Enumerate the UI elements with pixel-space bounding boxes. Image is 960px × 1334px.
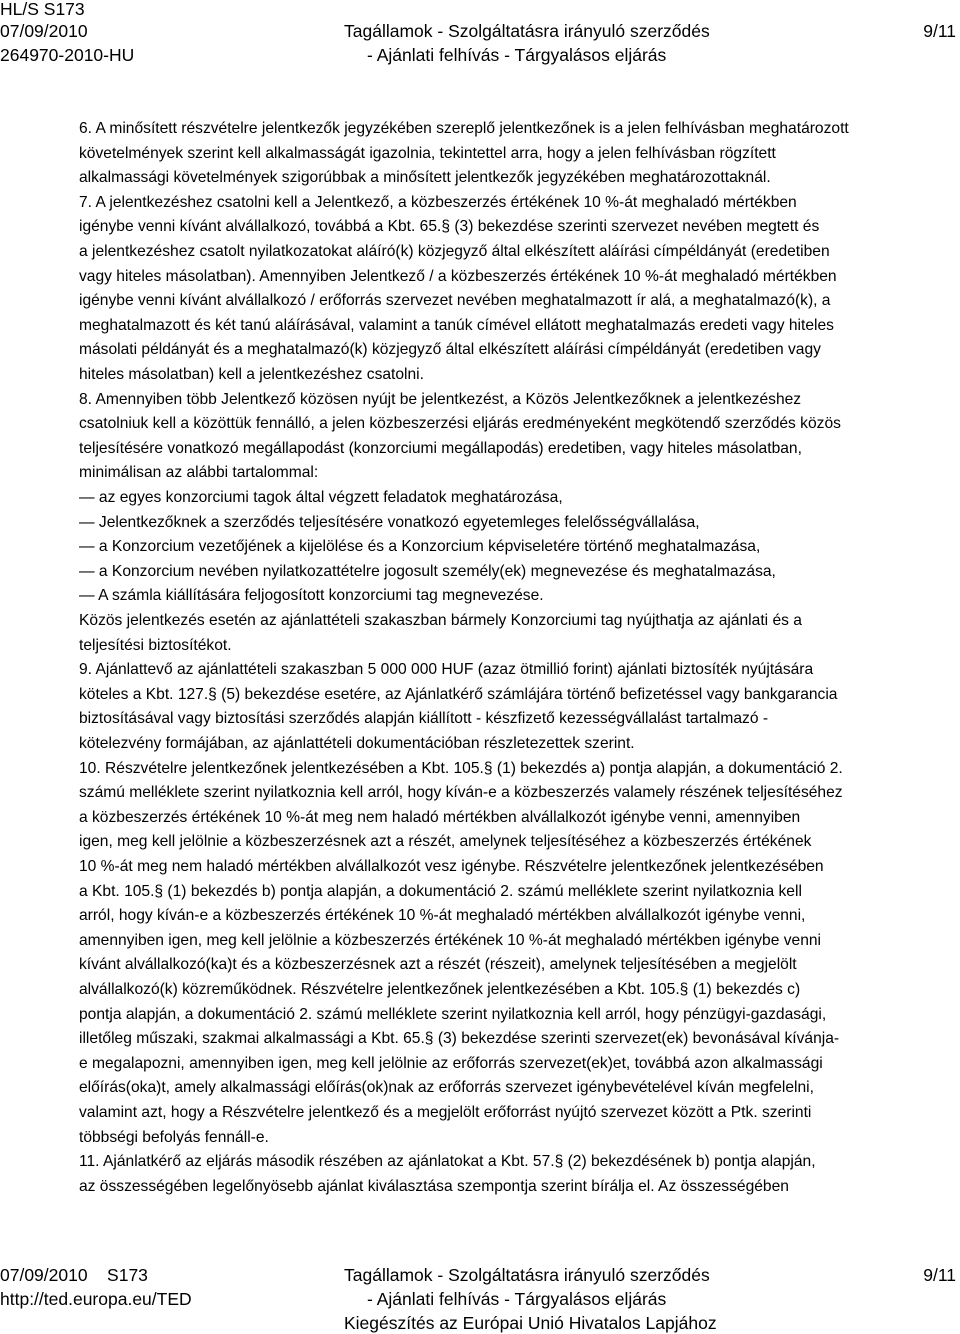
body-text-line: — a Konzorcium vezetőjének a kijelölése és a Konzorcium képviseletére történő meghatalmazása, bbox=[79, 538, 761, 556]
body-text-line: arról, hogy kíván-e a közbeszerzés értékének 10 %-át meghaladó mértékben alvállalkozót igénybe venni, bbox=[79, 907, 806, 925]
body-text-line: előírás(oka)t, amely alkalmassági előírás(ok)nak az erőforrás szervezet igénybevételével kíván megfelelni, bbox=[79, 1079, 814, 1097]
body-text-line: alkalmassági követelmények szigorúbbak a minősített jelentkezők jegyzékében meghatározottaknál. bbox=[79, 169, 771, 187]
body-text-line: hiteles másolatban) kell a jelentkezéshez csatolni. bbox=[79, 366, 424, 383]
body-text-line: igen, meg kell jelölnie a közbeszerzésnek azt a részét, amelynek teljesítéséhez a közbeszerzés értékének bbox=[79, 833, 812, 851]
body-text-line: 10. Részvételre jelentkezőnek jelentkezésében a Kbt. 105.§ (1) bekezdés a) pontja alapján, a dokumentáció 2. bbox=[79, 759, 843, 777]
footer-title: Tagállamok - Szolgáltatásra irányuló szerződés bbox=[344, 1265, 710, 1285]
body-text-line: teljesítésére vonatkozó megállapodást (konzorciumi megállapodás) eredetiben, vagy hiteles másolatban, bbox=[79, 439, 802, 457]
body-text-line: kötelezvény formájában, az ajánlattételi dokumentációban részletezettek szerint. bbox=[79, 735, 635, 752]
body-text-line: 10 %-át meg nem haladó mértékben alvállalkozót vesz igénybe. Részvételre jelentkezőnek jelentkezésében bbox=[79, 858, 824, 875]
body-text-line: a jelentkezéshez csatolt nyilatkozatokat aláíró(k) közjegyző által elkészített aláírási címpéldányát (eredetiben bbox=[79, 243, 830, 260]
body-text-line: a Kbt. 105.§ (1) bekezdés b) pontja alapján, a dokumentáció 2. számú melléklete szerint nyilatkoznia kell bbox=[79, 882, 802, 900]
body-text-line: e megalapozni, amennyiben igen, meg kell jelölnie az erőforrás szervezet(ek)et, továbbá azon alkalmassági bbox=[79, 1054, 823, 1072]
body-text-line: köteles a Kbt. 127.§ (5) bekezdése esetére, az Ajánlatkérő számlájára történő befizetéssel vagy bankgarancia bbox=[79, 685, 838, 703]
footer-subtitle: - Ajánlati felhívás - Tárgyalásos eljárás bbox=[367, 1289, 667, 1309]
body-text-line: pontja alapján, a dokumentáció 2. számú melléklete szerint nyilatkoznia kell arról, hogy pénzügyi-gazdasági, bbox=[79, 1005, 827, 1023]
body-text-line: az összességében legelőnyösebb ajánlat kiválasztása szempontja szerint bírálja el. Az összességében bbox=[79, 1177, 789, 1195]
footer-url: http://ted.europa.eu/TED bbox=[0, 1289, 192, 1309]
header-series: HL/S S173 bbox=[0, 0, 85, 19]
body-text-line: csatolniuk kell a közöttük fennálló, a jelen közbeszerzési eljárás eredményeként megkötendő szerződés közös bbox=[79, 415, 841, 433]
body-text-line: igénybe venni kívánt alvállalkozó / erőforrás szervezet nevében meghatalmazott ír alá, a meghatalmazó(k), a bbox=[79, 292, 831, 310]
body-text-line: kívánt alvállalkozó(ka)t és a közbeszerzésnek azt a részét (részeit), amelynek teljesítésében a megjelölt bbox=[79, 956, 797, 974]
body-text-line: követelmények szerint kell alkalmasságát igazolnia, tekintettel arra, hogy a jelen felhívásban rögzített bbox=[79, 144, 776, 162]
body-text-line: 9. Ajánlattevő az ajánlattételi szakaszban 5 000 000 HUF (azaz ötmillió forint) ajánlati biztosíték nyújtására bbox=[79, 661, 814, 679]
body-text-line: illetőleg műszaki, szakmai alkalmassági a Kbt. 65.§ (3) bekezdése szerinti szervezet(ek) bevonásával kívánja- bbox=[79, 1030, 840, 1048]
body-text-line: — A számla kiállítására feljogosított konzorciumi tag megnevezése. bbox=[79, 587, 544, 605]
body-text-line: többségi befolyás fennáll-e. bbox=[79, 1128, 269, 1146]
footer-journal: Kiegészítés az Európai Unió Hivatalos Lapjához bbox=[344, 1313, 717, 1333]
body-text-line: teljesítési biztosítékot. bbox=[79, 636, 232, 654]
footer-date-code: 07/09/2010 S173 bbox=[0, 1265, 148, 1285]
body-text-line: igénybe venni kívánt alvállalkozó, továbbá a Kbt. 65.§ (3) bekezdése szerinti szervezet nevében megtett és bbox=[79, 218, 820, 236]
body-text-line: 7. A jelentkezéshez csatolni kell a Jelentkező, a közbeszerzés értékének 10 %-át meghaladó mértékben bbox=[79, 193, 797, 211]
body-text-line: minimálisan az alábbi tartalommal: bbox=[79, 464, 319, 482]
header-page-number: 9/11 bbox=[923, 21, 956, 41]
body-text-line: 11. Ajánlatkérő az eljárás második részében az ajánlatokat a Kbt. 57.§ (2) bekezdésének b) pontja alapján, bbox=[79, 1153, 816, 1171]
body-text-line: másolati példányát és a meghatalmazó(k) közjegyző által elkészített aláírási címpéldányát (eredetiben vagy bbox=[79, 341, 821, 359]
header-subtitle: - Ajánlati felhívás - Tárgyalásos eljárás bbox=[367, 45, 667, 65]
body-text-line: 8. Amennyiben több Jelentkező közösen nyújt be jelentkezést, a Közös Jelentkezőknek a jelentkezéshez bbox=[79, 390, 802, 408]
body-text-line: alvállalkozó(k) közreműködnek. Részvételre jelentkezőnek jelentkezésében a Kbt. 105.§ (1) bekezdés c) bbox=[79, 981, 801, 998]
body-text-line: 6. A minősített részvételre jelentkezők jegyzékében szereplő jelentkezőnek is a jelen felhívásban meghatározott bbox=[79, 120, 849, 137]
body-text-line: biztosításával vagy biztosítási szerződés alapján kiállított - készfizető kezességvállalást tartalmazó - bbox=[79, 710, 769, 728]
body-text-line: meghatalmazott és két tanú aláírásával, valamint a tanúk címével ellátott meghatalmazás eredeti vagy hiteles bbox=[79, 316, 834, 334]
body-text-line: vagy hiteles másolatban). Amennyiben Jelentkező / a közbeszerzés értékének 10 %-át meghaladó mértékben bbox=[79, 267, 837, 285]
header-title: Tagállamok - Szolgáltatásra irányuló szerződés bbox=[344, 21, 710, 41]
body-text-line: amennyiben igen, meg kell jelölnie a közbeszerzés értékének 10 %-át meghaladó mértékben igénybe venni bbox=[79, 931, 822, 949]
body-text-line: a közbeszerzés értékének 10 %-át meg nem haladó mértékben alvállalkozót igénybe venni, amennyiben bbox=[79, 808, 801, 826]
body-text-line: — az egyes konzorciumi tagok által végzett feladatok meghatározása, bbox=[79, 489, 563, 506]
footer-page-number: 9/11 bbox=[923, 1265, 956, 1285]
body-text-line: — Jelentkezőknek a szerződés teljesítésére vonatkozó egyetemleges felelősségvállalása, bbox=[79, 513, 700, 531]
body-text-line: Közös jelentkezés esetén az ajánlattételi szakaszban bármely Konzorciumi tag nyújthatja az ajánlati és a bbox=[79, 612, 802, 629]
header-notice-id: 264970-2010-HU bbox=[0, 45, 135, 65]
body-text-line: számú melléklete szerint nyilatkoznia kell arról, hogy kíván-e a közbeszerzés valamely részének teljesítéséhez bbox=[79, 784, 843, 802]
header-date: 07/09/2010 bbox=[0, 21, 88, 41]
body-text-line: valamint azt, hogy a Részvételre jelentkező és a megjelölt erőforrást nyújtó szervezet között a Ptk. szerinti bbox=[79, 1104, 812, 1121]
body-text-line: — a Konzorcium nevében nyilatkozattételre jogosult személy(ek) megnevezése és meghatalmazása, bbox=[79, 562, 776, 580]
